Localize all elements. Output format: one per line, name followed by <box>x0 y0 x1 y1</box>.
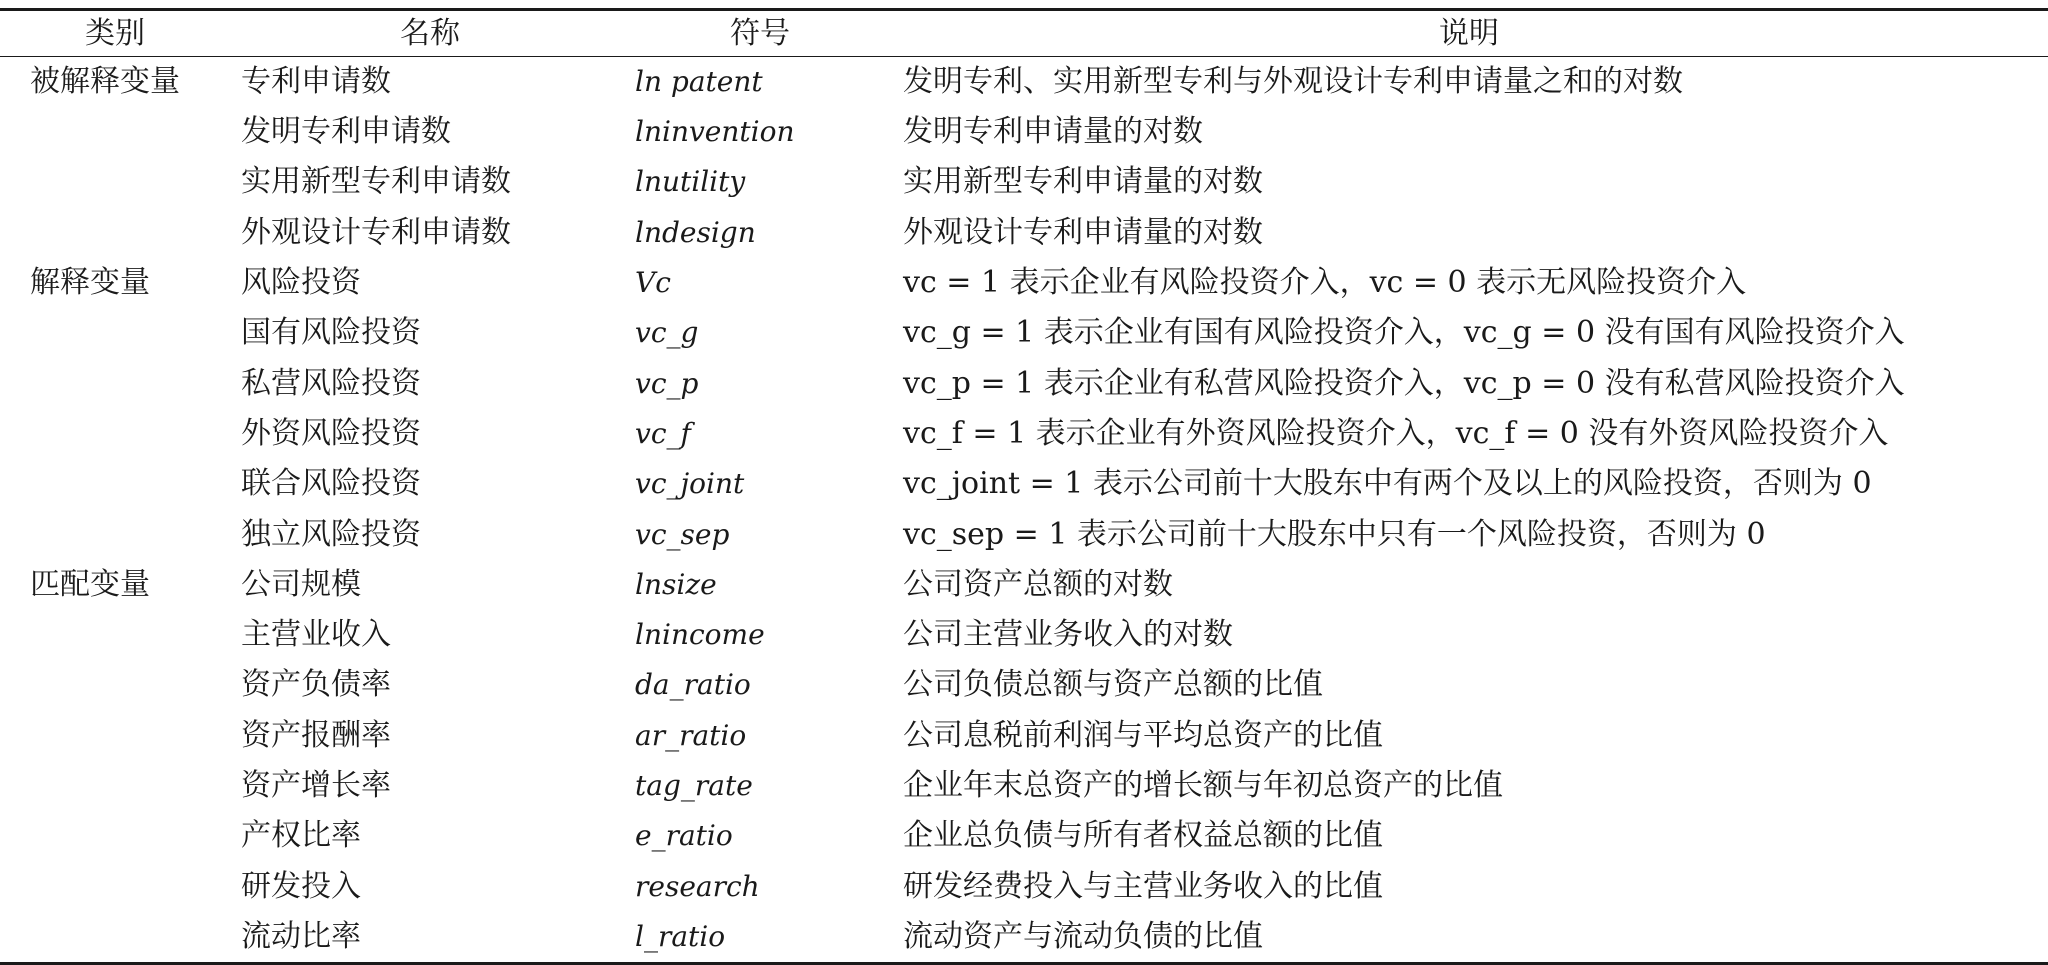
row-name: 风险投资 <box>241 265 361 301</box>
row-description: 企业总负债与所有者权益总额的比值 <box>903 818 1383 854</box>
row-description: vc_f = 1 表示企业有外资风险投资介入，vc_f = 0 没有外资风险投资介入 <box>903 415 1889 451</box>
row-category <box>0 912 230 964</box>
row-symbol: lnutility <box>635 165 746 199</box>
row-symbol: e_ratio <box>635 819 733 853</box>
row-description: 发明专利、实用新型专利与外观设计专利申请量之和的对数 <box>903 64 1683 99</box>
row-name: 外观设计专利申请数 <box>241 214 511 250</box>
row-name: 资产负债率 <box>241 667 391 703</box>
table-row <box>0 509 2048 559</box>
row-category: 匹配变量 <box>30 566 150 602</box>
row-symbol: Vc <box>635 266 671 300</box>
row-name: 独立风险投资 <box>241 516 421 552</box>
table-row <box>0 459 2048 509</box>
row-category <box>0 107 230 157</box>
row-category <box>0 409 230 459</box>
header-name: 名称 <box>400 16 460 51</box>
row-category <box>0 208 230 258</box>
table-row <box>0 57 2048 108</box>
row-description: 企业年末总资产的增长额与年初总资产的比值 <box>903 768 1503 803</box>
row-name: 国有风险投资 <box>241 315 421 351</box>
row-symbol: lninvention <box>635 115 795 149</box>
row-category <box>0 861 230 911</box>
row-symbol: vc_joint <box>635 467 745 501</box>
row-name: 研发投入 <box>241 868 361 904</box>
table-row <box>0 610 2048 660</box>
row-description: vc_g = 1 表示企业有国有风险投资介入，vc_g = 0 没有国有风险投资介入 <box>903 315 1905 351</box>
row-symbol: ln patent <box>635 65 763 98</box>
row-symbol: l_ratio <box>635 919 726 953</box>
row-name: 资产增长率 <box>241 768 391 803</box>
row-description: vc_sep = 1 表示公司前十大股东中只有一个风险投资，否则为 0 <box>903 516 1766 552</box>
row-description: vc = 1 表示企业有风险投资介入，vc = 0 表示无风险投资介入 <box>903 265 1747 301</box>
table-row <box>0 912 2048 964</box>
row-category <box>0 509 230 559</box>
row-category: 解释变量 <box>30 265 150 301</box>
table-row <box>0 811 2048 861</box>
row-description: 公司资产总额的对数 <box>903 566 1173 602</box>
row-description: 公司主营业务收入的对数 <box>903 617 1233 653</box>
row-symbol: lnincome <box>635 618 765 652</box>
table-row <box>0 258 2048 308</box>
row-category <box>0 308 230 358</box>
row-name: 公司规模 <box>241 566 361 602</box>
row-description: 研发经费投入与主营业务收入的比值 <box>903 868 1383 904</box>
row-category <box>0 157 230 207</box>
row-category <box>0 610 230 660</box>
row-symbol: vc_f <box>635 416 691 450</box>
table-row <box>0 358 2048 408</box>
table-row <box>0 861 2048 911</box>
row-symbol: vc_sep <box>635 517 730 551</box>
row-symbol: vc_p <box>635 366 699 400</box>
row-name: 实用新型专利申请数 <box>241 164 511 200</box>
row-category <box>0 358 230 408</box>
row-name: 主营业收入 <box>241 617 391 653</box>
row-symbol: tag_rate <box>635 769 753 802</box>
row-category <box>0 459 230 509</box>
row-symbol: vc_g <box>635 316 699 350</box>
header-symbol: 符号 <box>730 16 790 51</box>
variable-definition-table-container <box>0 8 2048 965</box>
row-category <box>0 660 230 710</box>
header-row <box>0 10 2048 57</box>
row-name: 联合风险投资 <box>241 466 421 502</box>
row-symbol: research <box>635 869 760 903</box>
row-description: 公司息税前利润与平均总资产的比值 <box>903 717 1383 753</box>
table-row <box>0 208 2048 258</box>
table-header <box>0 10 2048 57</box>
header-category: 类别 <box>85 16 145 51</box>
variable-definition-table <box>0 8 2048 965</box>
row-name: 私营风险投资 <box>241 365 421 401</box>
row-description: 流动资产与流动负债的比值 <box>903 918 1263 954</box>
table-row <box>0 560 2048 610</box>
row-description: 实用新型专利申请量的对数 <box>903 164 1263 200</box>
row-description: 发明专利申请量的对数 <box>903 114 1203 150</box>
row-symbol: lnsize <box>635 567 717 601</box>
header-description: 说明 <box>1439 16 1499 51</box>
row-category: 被解释变量 <box>30 64 180 99</box>
table-body <box>0 57 2048 964</box>
row-symbol: da_ratio <box>635 668 751 702</box>
row-name: 资产报酬率 <box>241 717 391 753</box>
row-name: 流动比率 <box>241 918 361 954</box>
row-description: 外观设计专利申请量的对数 <box>903 214 1263 250</box>
table-row <box>0 157 2048 207</box>
table-row <box>0 308 2048 358</box>
row-name: 发明专利申请数 <box>241 114 451 150</box>
table-row <box>0 107 2048 157</box>
row-name: 产权比率 <box>241 818 361 854</box>
row-name: 专利申请数 <box>241 64 391 99</box>
table-row <box>0 409 2048 459</box>
row-name: 外资风险投资 <box>241 415 421 451</box>
row-symbol: ar_ratio <box>635 718 747 752</box>
table-row <box>0 660 2048 710</box>
row-description: 公司负债总额与资产总额的比值 <box>903 667 1323 703</box>
row-category <box>0 711 230 761</box>
row-symbol: lndesign <box>635 215 756 249</box>
row-category <box>0 761 230 811</box>
table-row <box>0 761 2048 811</box>
row-description: vc_joint = 1 表示公司前十大股东中有两个及以上的风险投资，否则为 0 <box>903 466 1872 502</box>
table-row <box>0 711 2048 761</box>
row-category <box>0 811 230 861</box>
row-description: vc_p = 1 表示企业有私营风险投资介入，vc_p = 0 没有私营风险投资介入 <box>903 365 1905 401</box>
